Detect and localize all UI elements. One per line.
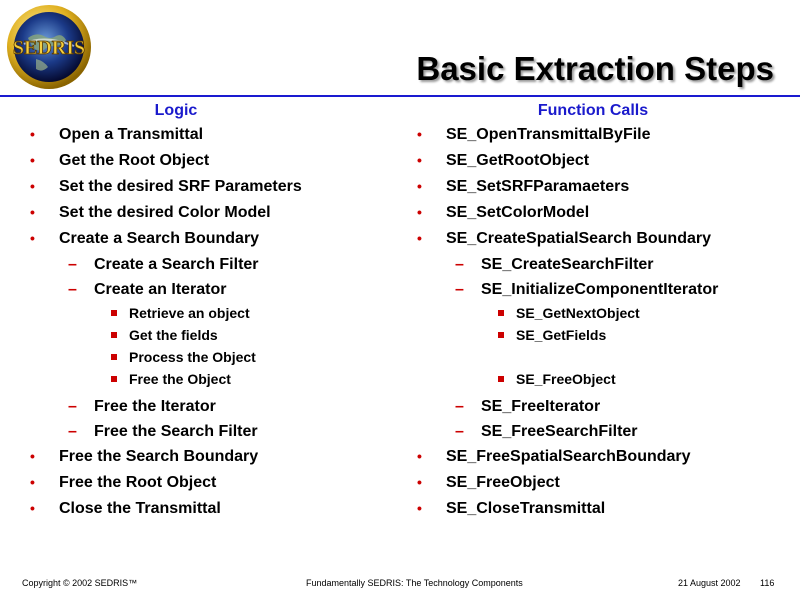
list-item	[413, 148, 793, 174]
bullet-icon: •	[30, 126, 35, 142]
bullet-icon: •	[30, 500, 35, 516]
bullet-icon: •	[30, 178, 35, 194]
item-text: Retrieve an object	[129, 305, 250, 321]
dash-icon: –	[68, 423, 77, 440]
list-item	[26, 302, 406, 324]
list-item	[26, 496, 406, 522]
item-text: SE_InitializeComponentIterator	[481, 281, 719, 298]
dash-icon: –	[455, 423, 464, 440]
item-text: Get the Root Object	[59, 152, 210, 169]
item-text: Create an Iterator	[94, 281, 227, 298]
list-item	[413, 200, 793, 226]
footer-copyright: Copyright © 2002 SEDRIS™	[22, 578, 138, 588]
slide-title: Basic Extraction Steps	[416, 50, 774, 87]
item-text: SE_SetColorModel	[446, 204, 590, 221]
item-text: Set the desired Color Model	[59, 204, 271, 221]
dash-icon: –	[68, 398, 77, 415]
item-text: Create a Search Boundary	[59, 230, 260, 247]
dash-icon: –	[455, 398, 464, 415]
list-item	[26, 324, 406, 346]
item-text: SE_SetSRFParamaeters	[446, 178, 630, 195]
bullet-icon: •	[30, 152, 35, 168]
item-text: Open a Transmittal	[59, 126, 204, 143]
list-item	[26, 148, 406, 174]
list-item-blank	[413, 346, 793, 368]
list-item	[413, 394, 793, 419]
item-text: Free the Object	[129, 371, 231, 387]
list-item	[26, 174, 406, 200]
item-text: Free the Root Object	[59, 474, 217, 491]
dash-icon: –	[68, 256, 77, 273]
item-text: SE_CloseTransmittal	[446, 500, 606, 517]
list-item	[413, 122, 793, 148]
list-item	[413, 470, 793, 496]
list-item	[26, 394, 406, 419]
list-item	[413, 444, 793, 470]
bullet-icon: •	[417, 474, 422, 490]
item-text: SE_CreateSpatialSearch Boundary	[446, 230, 711, 247]
bullet-icon: •	[417, 500, 422, 516]
bullet-icon: •	[417, 230, 422, 246]
item-text: Get the fields	[129, 327, 218, 343]
list-item	[413, 226, 793, 252]
bullet-icon: •	[30, 448, 35, 464]
item-text: SE_OpenTransmittalByFile	[446, 126, 651, 143]
item-text: SE_FreeIterator	[481, 398, 601, 415]
footer-title: Fundamentally SEDRIS: The Technology Components	[306, 578, 523, 588]
square-bullet-icon	[111, 310, 117, 316]
item-text: SE_FreeObject	[516, 371, 616, 387]
list-item	[26, 368, 406, 390]
function-calls-column	[413, 100, 793, 522]
list-item	[26, 226, 406, 252]
bullet-icon: •	[30, 474, 35, 490]
bullet-icon: •	[417, 126, 422, 142]
bullet-icon: •	[417, 178, 422, 194]
item-text: SE_FreeObject	[446, 474, 560, 491]
sedris-logo	[6, 4, 92, 90]
bullet-icon: •	[417, 152, 422, 168]
item-text: Free the Search Boundary	[59, 448, 259, 465]
item-text: SE_FreeSpatialSearchBoundary	[446, 448, 691, 465]
list-item	[26, 200, 406, 226]
item-text: Process the Object	[129, 349, 256, 365]
square-bullet-icon	[498, 332, 504, 338]
list-item	[26, 444, 406, 470]
square-bullet-icon	[498, 310, 504, 316]
list-item	[26, 122, 406, 148]
dash-icon: –	[455, 281, 464, 298]
bullet-icon: •	[30, 204, 35, 220]
list-item	[26, 346, 406, 368]
item-text: Free the Iterator	[94, 398, 216, 415]
logic-column	[26, 100, 406, 522]
bullet-icon: •	[30, 230, 35, 246]
dash-icon: –	[68, 281, 77, 298]
list-item	[26, 470, 406, 496]
list-item	[26, 277, 406, 302]
list-item	[413, 419, 793, 444]
list-item	[413, 496, 793, 522]
item-text: Set the desired SRF Parameters	[59, 178, 302, 195]
square-bullet-icon	[111, 354, 117, 360]
item-text: SE_GetFields	[516, 327, 607, 343]
item-text: SE_GetNextObject	[516, 305, 640, 321]
item-text: Create a Search Filter	[94, 256, 259, 273]
square-bullet-icon	[498, 376, 504, 382]
item-text: SE_GetRootObject	[446, 152, 590, 169]
function-calls-heading: Function Calls	[537, 102, 649, 119]
item-text: SE_FreeSearchFilter	[481, 423, 638, 440]
square-bullet-icon	[111, 332, 117, 338]
title-divider	[0, 95, 800, 97]
logo-text: SEDRIS	[12, 37, 86, 59]
list-item	[413, 174, 793, 200]
footer-date: 21 August 2002	[678, 578, 741, 588]
list-item	[413, 368, 793, 390]
square-bullet-icon	[111, 376, 117, 382]
item-text: Close the Transmittal	[59, 500, 221, 517]
item-text: Free the Search Filter	[94, 423, 258, 440]
bullet-icon: •	[417, 448, 422, 464]
list-item	[413, 302, 793, 324]
list-item	[413, 324, 793, 346]
item-text: SE_CreateSearchFilter	[481, 256, 654, 273]
bullet-icon: •	[417, 204, 422, 220]
page-number: 116	[760, 578, 775, 588]
list-item	[413, 277, 793, 302]
dash-icon: –	[455, 256, 464, 273]
list-item	[413, 252, 793, 277]
logic-heading: Logic	[154, 102, 198, 119]
list-item	[26, 419, 406, 444]
list-item	[26, 252, 406, 277]
